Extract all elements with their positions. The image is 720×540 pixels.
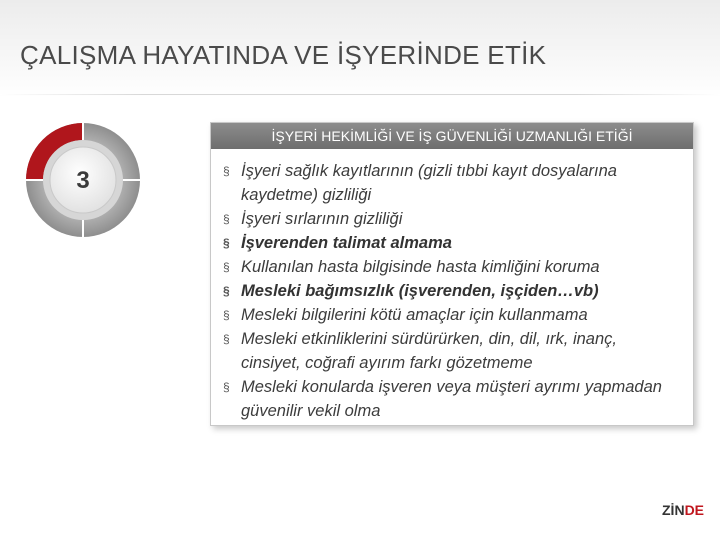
bullet-item xyxy=(219,279,679,303)
bullet-item xyxy=(219,375,679,423)
bullet-text: Mesleki konularda işveren veya müşteri ayrımı yapmadan güvenilir vekil olma xyxy=(241,378,662,420)
content-panel xyxy=(210,122,694,426)
bullet-text: Mesleki etkinliklerini sürdürürken, din, dil, ırk, inanç, cinsiyet, coğrafi ayırım farkı gözetmeme xyxy=(241,330,617,372)
bullet-text: İşyeri sırlarının gizliliği xyxy=(241,210,403,228)
bullet-mark: § xyxy=(223,212,230,226)
title-divider xyxy=(0,94,720,95)
bullet-item xyxy=(219,327,679,375)
bullet-item xyxy=(219,255,679,279)
panel-header: İŞYERİ HEKİMLİĞİ VE İŞ GÜVENLİĞİ UZMANLIĞI ETİĞİ xyxy=(211,123,693,149)
bullet-text: Mesleki bağımsızlık (işverenden, işçiden…vb) xyxy=(241,282,599,300)
bullet-mark: § xyxy=(223,164,230,178)
brand-logo-part1: ZİN xyxy=(662,502,685,518)
slide-title: ÇALIŞMA HAYATINDA VE İŞYERİNDE ETİK xyxy=(20,40,547,70)
bullet-mark: § xyxy=(223,236,230,250)
bullet-text: Kullanılan hasta bilgisinde hasta kimliğini koruma xyxy=(241,258,600,276)
bullet-text: İşverenden talimat almama xyxy=(241,234,452,252)
bullet-text: İşyeri sağlık kayıtlarının (gizli tıbbi kayıt dosyalarına kaydetme) gizliliği xyxy=(241,162,617,204)
bullet-mark: § xyxy=(223,308,230,322)
bullet-mark: § xyxy=(223,260,230,274)
bullet-item xyxy=(219,231,679,255)
brand-logo-part2: DE xyxy=(684,502,705,518)
step-ring-graphic xyxy=(25,118,175,248)
bullet-mark: § xyxy=(223,284,230,298)
step-ring xyxy=(25,118,175,248)
step-number: 3 xyxy=(76,167,90,194)
bullet-item xyxy=(219,159,679,207)
brand-logo xyxy=(662,502,704,518)
title-bar xyxy=(0,0,720,98)
bullet-text: Mesleki bilgilerini kötü amaçlar için kullanmama xyxy=(241,306,588,324)
bullet-mark: § xyxy=(223,380,230,394)
bullet-mark: § xyxy=(223,332,230,346)
bullet-list xyxy=(211,149,693,423)
bullet-item xyxy=(219,207,679,231)
bullet-item xyxy=(219,303,679,327)
